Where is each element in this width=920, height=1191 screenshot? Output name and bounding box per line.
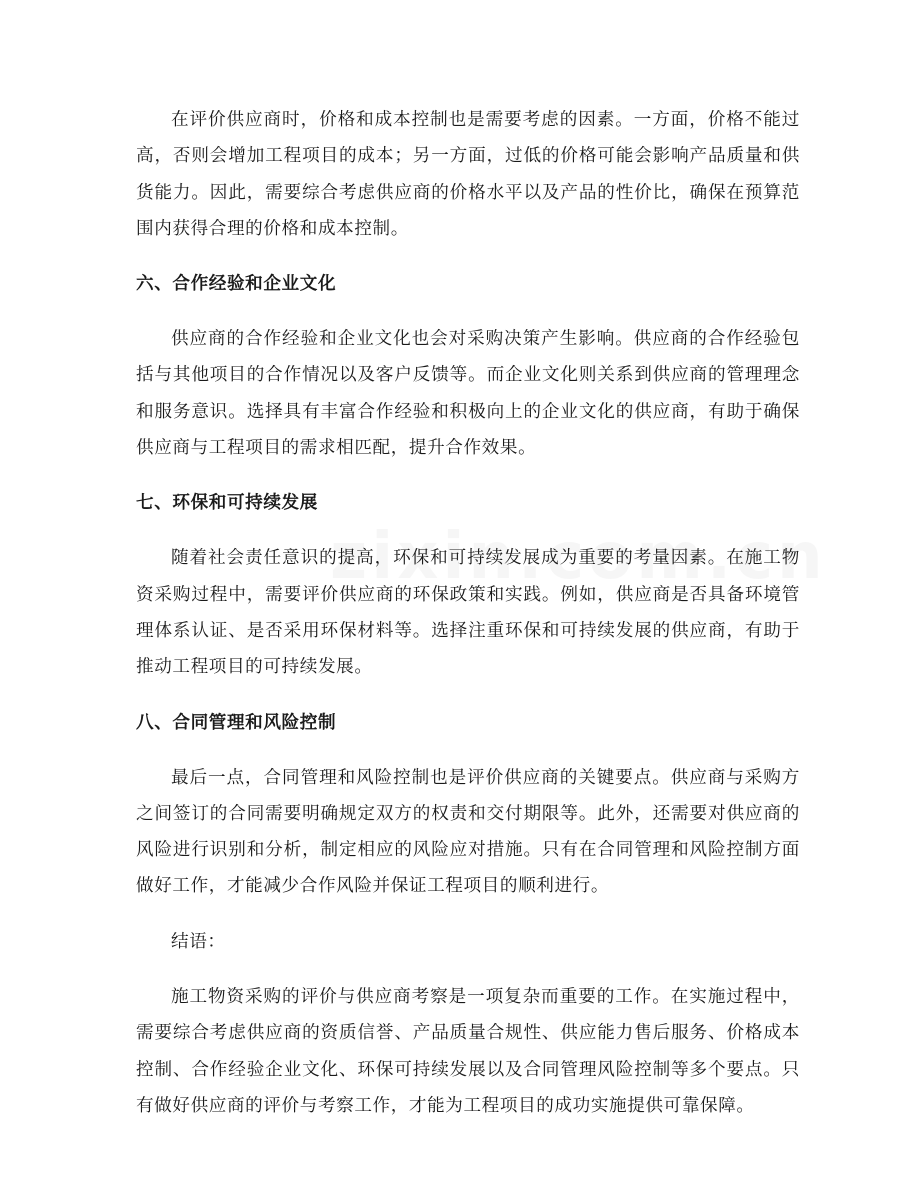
- section-heading-7: 七、环保和可持续发展: [136, 493, 318, 514]
- conclusion-label: 结语：: [171, 931, 226, 952]
- paragraph-conclusion: 施工物资采购的评价与供应商考察是一项复杂而重要的工作。在实施过程中，需要综合考虑供应商的资质信誉、产品质量合规性、供应能力售后服务、价格成本控制、合作经验企业文化、环保可持续发展以及合同管理风险控制等多个要点。只有做好供应商的评价与考察工作，才能为工程项目的成功实施提供可靠保障。: [136, 987, 800, 1116]
- document-body: [136, 102, 800, 1124]
- paragraph-contract-risk: 最后一点，合同管理和风险控制也是评价供应商的关键要点。供应商与采购方之间签订的合同需要明确规定双方的权责和交付期限等。此外，还需要对供应商的风险进行识别和分析，制定相应的风险应对措施。只有在合同管理和风险控制方面做好工作，才能减少合作风险并保证工程项目的顺利进行。: [136, 767, 800, 897]
- section-heading-6: 六、合作经验和企业文化: [136, 274, 337, 295]
- paragraph-price-cost: 在评价供应商时，价格和成本控制也是需要考虑的因素。一方面，价格不能过高，否则会增加工程项目的成本；另一方面，过低的价格可能会影响产品质量和供货能力。因此，需要综合考虑供应商的价格水平以及产品的性价比，确保在预算范围内获得合理的价格和成本控制。: [136, 110, 800, 239]
- section-heading-8: 八、合同管理和风险控制: [136, 712, 337, 733]
- paragraph-cooperation-culture: 供应商的合作经验和企业文化也会对采购决策产生影响。供应商的合作经验包括与其他项目的合作情况以及客户反馈等。而企业文化则关系到供应商的管理理念和服务意识。选择具有丰富合作经验和积极向上的企业文化的供应商，有助于确保供应商与工程项目的需求相匹配，提升合作效果。: [136, 329, 800, 459]
- paragraph-environment: 随着社会责任意识的提高，环保和可持续发展成为重要的考量因素。在施工物资采购过程中，需要评价供应商的环保政策和实践。例如，供应商是否具备环境管理体系认证、是否采用环保材料等。选择注重环保和可持续发展的供应商，有助于推动工程项目的可持续发展。: [136, 548, 800, 678]
